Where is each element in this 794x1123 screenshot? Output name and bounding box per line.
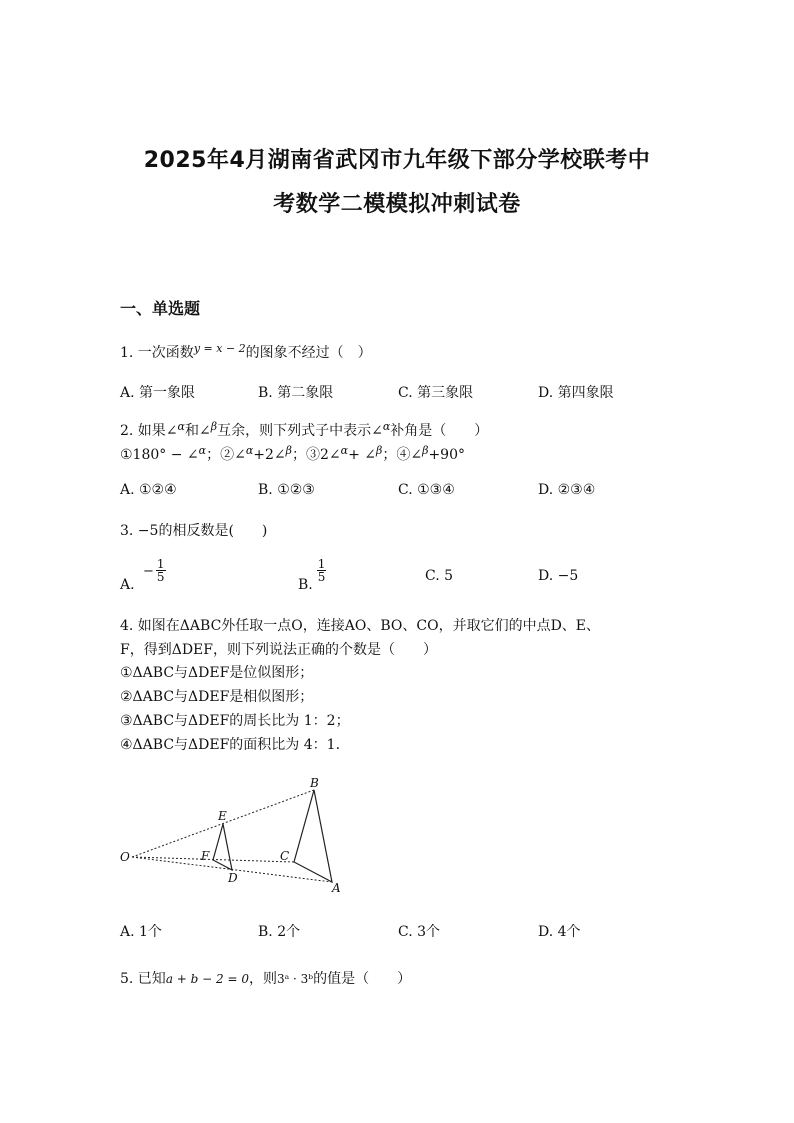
q2-option-c[interactable]: C. ①③④ bbox=[398, 482, 455, 498]
label-D: D bbox=[228, 871, 238, 885]
question-1-stem bbox=[120, 342, 372, 362]
q2-text-4: 补角是（ ） bbox=[390, 423, 489, 439]
question-3-stem: 3. −5的相反数是( ) bbox=[120, 523, 268, 539]
q2-beta: β bbox=[210, 420, 218, 433]
exam-title-line2: 考数学二模模拟冲刺试卷 bbox=[273, 192, 521, 217]
q2-expr-alpha-2: α bbox=[245, 444, 254, 457]
q3-option-d[interactable]: D. −5 bbox=[538, 568, 579, 584]
q3-option-b-label: B. bbox=[298, 576, 313, 593]
q2-expr-beta-2: β bbox=[375, 444, 383, 457]
q1-option-a[interactable]: A. 第一象限 bbox=[120, 385, 196, 401]
q2-alpha: α bbox=[177, 420, 185, 433]
question-4-stem-line1: 4. 如图在ΔABC外任取一点O，连接AO、BO、CO，并取它们的中点D、E、 bbox=[120, 618, 601, 634]
q3-a-denominator: 5 bbox=[156, 570, 165, 584]
question-2-stem bbox=[120, 420, 488, 440]
q2-expr-alpha-1: α bbox=[198, 444, 207, 457]
q4-statement-1: ①ΔABC与ΔDEF是位似图形； bbox=[120, 665, 314, 681]
q2-option-a[interactable]: A. ①②④ bbox=[120, 482, 177, 498]
q4-option-c[interactable]: C. 3个 bbox=[398, 924, 441, 940]
q5-mid: ，则 bbox=[248, 971, 277, 987]
q1-option-b[interactable]: B. 第二象限 bbox=[258, 385, 334, 401]
exam-title-line1: 2025年4月湖南省武冈市九年级下部分学校联考中 bbox=[143, 148, 651, 173]
q2-alpha-2: α bbox=[382, 420, 391, 433]
q2-text-1: 2. 如果∠ bbox=[120, 423, 178, 439]
q3-b-numerator: 1 bbox=[317, 557, 326, 571]
label-C: C bbox=[280, 849, 290, 863]
q3-a-numerator: 1 bbox=[156, 557, 165, 571]
q2-expr-beta-1: β bbox=[285, 444, 292, 457]
q3-option-a-sign: − bbox=[143, 563, 154, 579]
q2-option-b[interactable]: B. ①②③ bbox=[258, 482, 315, 498]
q4-option-b[interactable]: B. 2个 bbox=[258, 924, 301, 940]
q4-option-d[interactable]: D. 4个 bbox=[538, 924, 581, 940]
q5-suffix: 的值是（ ） bbox=[313, 971, 412, 987]
q2-expr-6: ；④∠ bbox=[382, 447, 423, 463]
q5-equation: a + b − 2 = 0 bbox=[165, 972, 249, 986]
q2-expr-3: +2∠ bbox=[253, 447, 286, 463]
q2-expr-7: +90° bbox=[428, 447, 465, 463]
question-5-stem bbox=[120, 968, 411, 988]
q1-prefix: 1. 一次函数 bbox=[120, 345, 194, 361]
q2-expr-alpha-3: α bbox=[340, 444, 349, 457]
label-E: E bbox=[218, 809, 227, 823]
triangle-ABC bbox=[294, 790, 332, 882]
label-O: O bbox=[120, 850, 130, 864]
q3-option-c[interactable]: C. 5 bbox=[425, 568, 454, 584]
q5-power-product: 3ᵃ · 3ᵇ bbox=[276, 972, 314, 986]
q2-expr-2: ；②∠ bbox=[206, 447, 246, 463]
q3-option-a-fraction bbox=[156, 558, 166, 583]
q1-option-c[interactable]: C. 第三象限 bbox=[398, 385, 474, 401]
q2-text-2: 和∠ bbox=[184, 423, 211, 439]
q4-triangle-figure bbox=[118, 770, 358, 898]
q4-statement-3: ③ΔABC与ΔDEF的周长比为 1：2； bbox=[120, 713, 350, 729]
q3-option-b[interactable] bbox=[298, 557, 326, 593]
q3-option-b-fraction bbox=[317, 558, 327, 583]
q3-b-denominator: 5 bbox=[317, 570, 326, 584]
q2-option-d[interactable]: D. ②③④ bbox=[538, 482, 596, 498]
q2-expr-beta-3: β bbox=[422, 444, 429, 457]
q1-suffix: 的图象不经过（ ） bbox=[245, 345, 372, 361]
question-2-expressions bbox=[120, 444, 465, 464]
q2-expr-1: ①180° − ∠ bbox=[120, 447, 199, 463]
q3-option-a-label: A. bbox=[120, 576, 135, 593]
q2-expr-5: + ∠ bbox=[348, 447, 376, 463]
label-B: B bbox=[310, 776, 319, 790]
question-4-stem-line2: F，得到ΔDEF，则下列说法正确的个数是（ ） bbox=[120, 642, 437, 658]
q3-option-a[interactable] bbox=[120, 557, 166, 593]
q1-function-expression: y = x − 2 bbox=[193, 342, 246, 355]
label-F: F bbox=[201, 849, 210, 863]
segment-OB bbox=[132, 790, 314, 857]
triangle-DEF bbox=[213, 824, 232, 870]
q4-option-a[interactable]: A. 1个 bbox=[120, 924, 162, 940]
q4-statement-2: ②ΔABC与ΔDEF是相似图形； bbox=[120, 689, 314, 705]
section-heading-single-choice: 一、单选题 bbox=[120, 299, 201, 318]
q1-option-d[interactable]: D. 第四象限 bbox=[538, 385, 614, 401]
label-A: A bbox=[332, 881, 341, 895]
q2-text-3: 互余，则下列式子中表示∠ bbox=[217, 423, 383, 439]
q5-prefix: 5. 已知 bbox=[120, 971, 166, 987]
q2-expr-4: ；③2∠ bbox=[291, 447, 341, 463]
q4-statement-4: ④ΔABC与ΔDEF的面积比为 4：1. bbox=[120, 737, 341, 753]
